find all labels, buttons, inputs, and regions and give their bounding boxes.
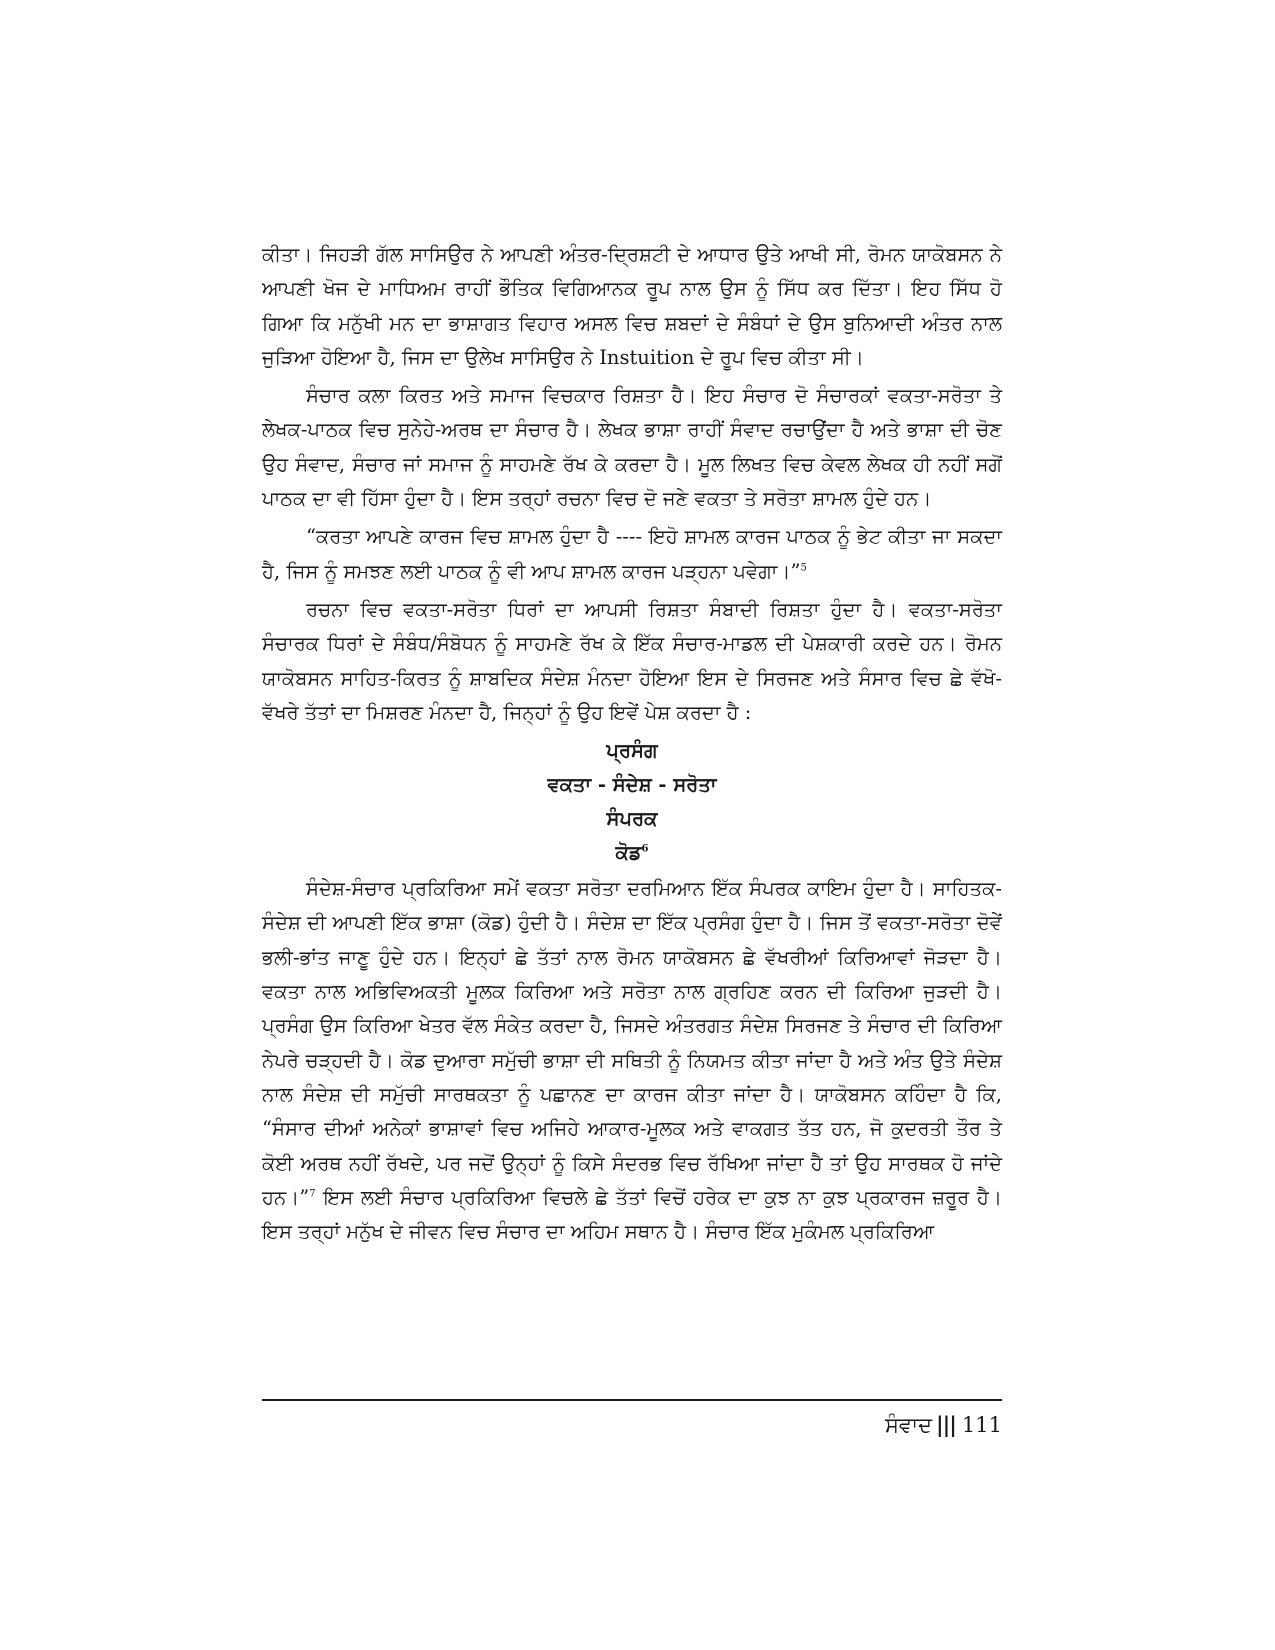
body-paragraph-4: ਰਚਨਾ ਵਿਚ ਵਕਤਾ-ਸਰੋਤਾ ਧਿਰਾਂ ਦਾ ਆਪਸੀ ਰਿਸ਼ਤਾ ਸੰਬਾਦੀ ਰਿਸ਼ਤਾ ਹੁੰਦਾ ਹੈ। ਵਕਤਾ-ਸਰੋਤਾ ਸੰਚਾਰਕ ਧਿਰਾਂ ਦੇ ਸੰਬੰਧ/ਸੰਬੋਧਨ ਨੂੰ ਸਾਹਮਣੇ ਰੱਖ ਕੇ ਇੱਕ ਸੰਚਾਰ-ਮਾਡਲ ਦੀ ਪੇਸ਼ਕਾਰੀ ਕਰਦੇ ਹਨ। ਰੋਮਨ ਯਾਕੋਬਸਨ ਸਾਹਿਤ-ਕਿਰਤ ਨੂੰ ਸ਼ਾਬਦਿਕ ਸੰਦੇਸ਼ ਮੰਨਦਾ ਹੋਇਆ ਇਸ ਦੇ ਸਿਰਜਣ ਅਤੇ ਸੰਸਾਰ ਵਿਚ ਛੇ ਵੱਖੋ-ਵੱਖਰੇ ਤੱਤਾਂ ਦਾ ਮਿਸ਼ਰਣ ਮੰਨਦਾ ਹੈ, ਜਿਨ੍ਹਾਂ ਨੂੰ ਉਹ ਇਵੇਂ ਪੇਸ਼ ਕਰਦਾ ਹੈ : [262,597,1002,724]
footnote-ref-5: 5 [800,562,807,574]
body-paragraph-2: ਸੰਚਾਰ ਕਲਾ ਕਿਰਤ ਅਤੇ ਸਮਾਜ ਵਿਚਕਾਰ ਰਿਸ਼ਤਾ ਹੈ। ਇਹ ਸੰਚਾਰ ਦੋ ਸੰਚਾਰਕਾਂ ਵਕਤਾ-ਸਰੋਤਾ ਤੇ ਲੇਖਕ-ਪਾਠਕ ਵਿਚ ਸੁਨੇਹੇ-ਅਰਥ ਦਾ ਸੰਚਾਰ ਹੈ। ਲੇਖਕ ਭਾਸ਼ਾ ਰਾਹੀਂ ਸੰਵਾਦ ਰਚਾਉਂਦਾ ਹੈ ਅਤੇ ਭਾਸ਼ਾ ਦੀ ਚੋਣ ਉਹ ਸੰਵਾਦ, ਸੰਚਾਰ ਜਾਂ ਸਮਾਜ ਨੂੰ ਸਾਹਮਣੇ ਰੱਖ ਕੇ ਕਰਦਾ ਹੈ। ਮੂਲ ਲਿਖਤ ਵਿਚ ਕੇਵਲ ਲੇਖਕ ਹੀ ਨਹੀਂ ਸਗੋਂ ਪਾਠਕ ਦਾ ਵੀ ਹਿੱਸਾ ਹੁੰਦਾ ਹੈ। ਇਸ ਤਰ੍ਹਾਂ ਰਚਨਾ ਵਿਚ ਦੋ ਜਣੇ ਵਕਤਾ ਤੇ ਸਰੋਤਾ ਸ਼ਾਮਲ ਹੁੰਦੇ ਹਨ। [262,384,1002,511]
page-number: 111 [961,1413,1002,1437]
footnote-ref-7: 7 [309,1188,316,1200]
quote-text: “ਕਰਤਾ ਆਪਣੇ ਕਾਰਜ ਵਿਚ ਸ਼ਾਮਲ ਹੁੰਦਾ ਹੈ ---- ਇਹੋ ਸ਼ਾਮਲ ਕਾਰਜ ਪਾਠਕ ਨੂੰ ਭੇਟ ਕੀਤਾ ਜਾ ਸਕਦਾ ਹੈ, ਜਿਸ ਨੂੰ ਸਮਝਣ ਲਈ ਪਾਠਕ ਨੂੰ ਵੀ ਆਪ ਸ਼ਾਮਲ ਕਾਰਜ ਪੜ੍ਹਨਾ ਪਵੇਗਾ।” [262,525,1002,583]
quote-paragraph [262,520,1002,589]
model-context: ਪ੍ਰਸੰਗ [606,739,658,763]
model-code-line [262,836,1002,870]
page-footer [885,1410,1002,1440]
model-code: ਕੋਡ [615,841,642,865]
footnote-ref-6: 6 [641,843,649,855]
model-addresser-message-addressee: ਵਕਤਾ - ਸੰਦੇਸ਼ - ਸਰੋਤਾ [547,773,717,797]
page-content [262,238,1002,1253]
body-paragraph-5-main: ਸੰਦੇਸ਼-ਸੰਚਾਰ ਪ੍ਰਕਿਰਿਆ ਸਮੇਂ ਵਕਤਾ ਸਰੋਤਾ ਦਰਮਿਆਨ ਇੱਕ ਸੰਪਰਕ ਕਾਇਮ ਹੁੰਦਾ ਹੈ। ਸਾਹਿਤਕ-ਸੰਦੇਸ਼ ਦੀ ਆਪਣੀ ਇੱਕ ਭਾਸ਼ਾ (ਕੋਡ) ਹੁੰਦੀ ਹੈ। ਸੰਦੇਸ਼ ਦਾ ਇੱਕ ਪ੍ਰਸੰਗ ਹੁੰਦਾ ਹੈ। ਜਿਸ ਤੋਂ ਵਕਤਾ-ਸਰੋਤਾ ਦੋਵੇਂ ਭਲੀ-ਭਾਂਤ ਜਾਣੂ ਹੁੰਦੇ ਹਨ। ਇਨ੍ਹਾਂ ਛੇ ਤੱਤਾਂ ਨਾਲ ਰੋਮਨ ਯਾਕੋਬਸਨ ਛੇ ਵੱਖਰੀਆਂ ਕਿਰਿਆਵਾਂ ਜੋੜਦਾ ਹੈ। ਵਕਤਾ ਨਾਲ ਅਭਿਵਿਅਕਤੀ ਮੂਲਕ ਕਿਰਿਆ ਅਤੇ ਸਰੋਤਾ ਨਾਲ ਗ੍ਰਹਿਣ ਕਰਨ ਦੀ ਕਿਰਿਆ ਜੁੜਦੀ ਹੈ। ਪ੍ਰਸੰਗ ਉਸ ਕਿਰਿਆ ਖੇਤਰ ਵੱਲ ਸੰਕੇਤ ਕਰਦਾ ਹੈ, ਜਿਸਦੇ ਅੰਤਰਗਤ ਸੰਦੇਸ਼ ਸਿਰਜਣ ਤੇ ਸੰਚਾਰ ਦੀ ਕਿਰਿਆ ਨੇਪਰੇ ਚੜ੍ਹਦੀ ਹੈ। ਕੋਡ ਦੁਆਰਾ ਸਮੁੱਚੀ ਭਾਸ਼ਾ ਦੀ ਸਥਿਤੀ ਨੂੰ ਨਿਯਮਤ ਕੀਤਾ ਜਾਂਦਾ ਹੈ ਅਤੇ ਅੰਤ ਉਤੇ ਸੰਦੇਸ਼ ਨਾਲ ਸੰਦੇਸ਼ ਦੀ ਸਮੁੱਚੀ ਸਾਰਥਕਤਾ ਨੂੰ ਪਛਾਨਣ ਦਾ ਕਾਰਜ ਕੀਤਾ ਜਾਂਦਾ ਹੈ। ਯਾਕੋਬਸਨ ਕਹਿੰਦਾ ਹੈ ਕਿ, “ਸੰਸਾਰ ਦੀਆਂ ਅਨੇਕਾਂ ਭਾਸ਼ਾਵਾਂ ਵਿਚ ਅਜਿਹੇ ਆਕਾਰ-ਮੂਲਕ ਅਤੇ ਵਾਕਗਤ ਤੱਤ ਹਨ, ਜੋ ਕੁਦਰਤੀ ਤੌਰ ਤੇ ਕੋਈ ਅਰਥ ਨਹੀਂ ਰੱਖਦੇ, ਪਰ ਜਦੋਂ ਉਨ੍ਹਾਂ ਨੂੰ ਕਿਸੇ ਸੰਦਰਭ ਵਿਚ ਰੱਖਿਆ ਜਾਂਦਾ ਹੈ ਤਾਂ ਉਹ ਸਾਰਥਕ ਹੋ ਜਾਂਦੇ ਹਨ।” [262,877,1002,1209]
model-contact: ਸੰਪਰਕ [606,807,658,831]
footer-divider [262,1399,1002,1401]
footer-separator: ||| [935,1412,956,1437]
footer-title: ਸੰਵਾਦ [884,1413,932,1437]
body-paragraph-5-tail: ਇਸ ਲਈ ਸੰਚਾਰ ਪ੍ਰਕਿਰਿਆ ਵਿਚਲੇ ਛੇ ਤੱਤਾਂ ਵਿਚੋਂ ਹਰੇਕ ਦਾ ਕੁਝ ਨਾ ਕੁਝ ਪ੍ਰਕਾਰਜ ਜ਼ਰੂਰ ਹੈ। ਇਸ ਤਰ੍ਹਾਂ ਮਨੁੱਖ ਦੇ ਜੀਵਨ ਵਿਚ ਸੰਚਾਰ ਦਾ ਅਹਿਮ ਸਥਾਨ ਹੈ। ਸੰਚਾਰ ਇੱਕ ਮੁਕੰਮਲ ਪ੍ਰਕਿਰਿਆ [262,1185,1002,1244]
body-paragraph-5 [262,872,1002,1249]
communication-model [262,734,1002,870]
body-paragraph-1: ਕੀਤਾ। ਜਿਹੜੀ ਗੱਲ ਸਾਸਿਉਰ ਨੇ ਆਪਣੀ ਅੰਤਰ-ਦ੍ਰਿਸ਼ਟੀ ਦੇ ਆਧਾਰ ਉਤੇ ਆਖੀ ਸੀ, ਰੋਮਨ ਯਾਕੋਬਸਨ ਨੇ ਆਪਣੀ ਖੋਜ ਦੇ ਮਾਧਿਅਮ ਰਾਹੀਂ ਭੌਤਿਕ ਵਿਗਿਆਨਕ ਰੂਪ ਨਾਲ ਉਸ ਨੂੰ ਸਿੱਧ ਕਰ ਦਿੱਤਾ। ਇਹ ਸਿੱਧ ਹੋ ਗਿਆ ਕਿ ਮਨੁੱਖੀ ਮਨ ਦਾ ਭਾਸ਼ਾਗਤ ਵਿਹਾਰ ਅਸਲ ਵਿਚ ਸ਼ਬਦਾਂ ਦੇ ਸੰਬੰਧਾਂ ਦੇ ਉਸ ਬੁਨਿਆਦੀ ਅੰਤਰ ਨਾਲ ਜੁੜਿਆ ਹੋਇਆ ਹੈ, ਜਿਸ ਦਾ ਉਲੇਖ ਸਾਸਿਉਰ ਨੇ Instuition ਦੇ ਰੂਪ ਵਿਚ ਕੀਤਾ ਸੀ। [262,243,1002,369]
